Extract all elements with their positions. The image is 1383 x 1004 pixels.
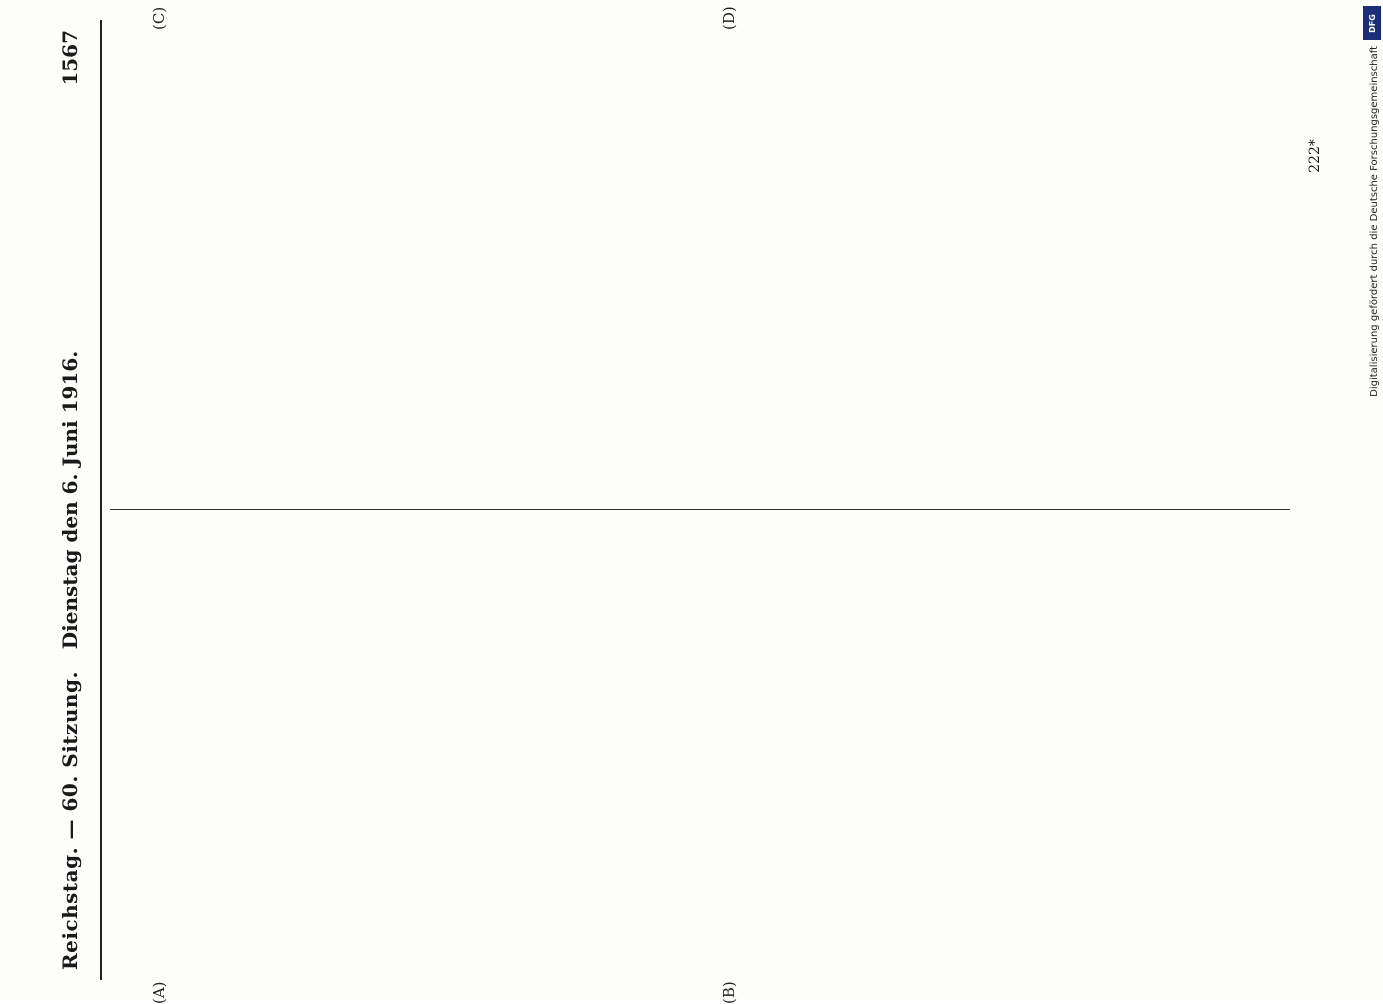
header-page-number: 1567 bbox=[58, 30, 82, 86]
header-left: Reichstag. — 60. Sitzung. bbox=[58, 671, 82, 970]
margin-label-c: (C) bbox=[150, 6, 168, 30]
column-divider bbox=[110, 509, 1290, 510]
margin-label-d: (D) bbox=[720, 6, 738, 30]
dfg-logo: DFG bbox=[1363, 6, 1381, 40]
digitization-credit: Digitalisierung gefördert durch die Deutsche Forschungsgemeinschaft bbox=[1369, 46, 1380, 397]
margin-label-a: (A) bbox=[150, 981, 168, 1004]
left-column bbox=[110, 520, 1320, 1004]
page-header bbox=[40, 20, 102, 980]
header-center: Dienstag den 6. Juni 1916. bbox=[58, 350, 82, 650]
margin-label-b: (B) bbox=[720, 981, 738, 1004]
rotated-document-page bbox=[40, 6, 1340, 1004]
right-column bbox=[110, 6, 1320, 500]
page-stamp: 222* bbox=[1306, 139, 1323, 173]
